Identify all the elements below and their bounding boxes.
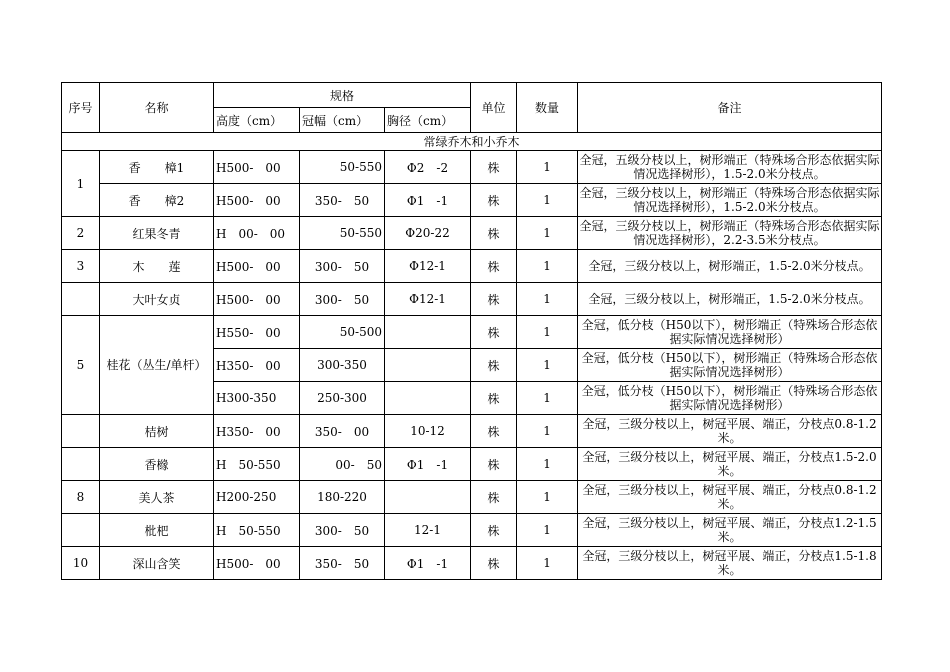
cell-name: 红果冬青 [100, 217, 214, 250]
cell-name: 桔树 [100, 415, 214, 448]
cell-seq: 8 [62, 481, 100, 514]
cell-note: 全冠，三级分枝以上，树形端正（特殊场合形态依据实际情况选择树形），2.2-3.5米分枝点。 [578, 217, 882, 250]
cell-note: 全冠，低分枝（H50以下），树形端正（特殊场合形态依据实际情况选择树形） [578, 382, 882, 415]
cell-seq: 5 [62, 316, 100, 415]
cell-note: 全冠，三级分枝以上，树冠平展、端正，分枝点0.8-1.2米。 [578, 481, 882, 514]
cell-note: 全冠，三级分枝以上，树形端正，1.5-2.0米分枝点。 [578, 250, 882, 283]
cell-qty: 1 [517, 448, 578, 481]
section-title: 常绿乔木和小乔木 [62, 133, 882, 151]
cell-height: H500- 00 [214, 547, 300, 580]
cell-height: H500- 00 [214, 151, 300, 184]
cell-qty: 1 [517, 514, 578, 547]
table-row [62, 283, 882, 316]
cell-height: H 50-550 [214, 448, 300, 481]
cell-qty: 1 [517, 316, 578, 349]
cell-qty: 1 [517, 415, 578, 448]
cell-qty: 1 [517, 382, 578, 415]
cell-crown: 350- 00 [300, 415, 385, 448]
header-qty: 数量 [517, 83, 578, 133]
cell-name: 美人茶 [100, 481, 214, 514]
cell-name: 枇杷 [100, 514, 214, 547]
cell-crown: 250-300 [300, 382, 385, 415]
cell-height: H500- 00 [214, 250, 300, 283]
cell-seq: 10 [62, 547, 100, 580]
cell-height: H550- 00 [214, 316, 300, 349]
cell-qty: 1 [517, 481, 578, 514]
cell-crown: 350- 50 [300, 547, 385, 580]
cell-dbh: Φ12-1 [385, 283, 471, 316]
cell-height: H500- 00 [214, 283, 300, 316]
cell-crown: 350- 50 [300, 184, 385, 217]
table-row [62, 547, 882, 580]
table-row [62, 448, 882, 481]
cell-note: 全冠，低分枝（H50以下），树形端正（特殊场合形态依据实际情况选择树形） [578, 349, 882, 382]
cell-seq: 1 [62, 151, 100, 217]
header-name: 名称 [100, 83, 214, 133]
cell-unit: 株 [471, 415, 517, 448]
cell-seq [62, 415, 100, 448]
cell-note: 全冠，三级分枝以上，树冠平展、端正，分枝点0.8-1.2米。 [578, 415, 882, 448]
cell-height: H 00- 00 [214, 217, 300, 250]
table-row [62, 217, 882, 250]
header-height: 高度（cm） [214, 108, 300, 133]
cell-qty: 1 [517, 547, 578, 580]
cell-seq [62, 448, 100, 481]
table-row [62, 184, 882, 217]
cell-crown: 50-550 [300, 217, 385, 250]
cell-height: H350- 00 [214, 349, 300, 382]
cell-crown: 300- 50 [300, 250, 385, 283]
table-row [62, 415, 882, 448]
cell-name: 香 樟2 [100, 184, 214, 217]
cell-qty: 1 [517, 349, 578, 382]
cell-height: H350- 00 [214, 415, 300, 448]
cell-dbh: Φ20-22 [385, 217, 471, 250]
section-row [62, 133, 882, 151]
cell-dbh: Φ1 -1 [385, 184, 471, 217]
cell-crown: 300- 50 [300, 514, 385, 547]
cell-height: H500- 00 [214, 184, 300, 217]
cell-note: 全冠，三级分枝以上，树冠平展、端正，分枝点1.5-2.0米。 [578, 448, 882, 481]
cell-unit: 株 [471, 217, 517, 250]
cell-dbh [385, 316, 471, 349]
header-seq: 序号 [62, 83, 100, 133]
cell-qty: 1 [517, 217, 578, 250]
cell-unit: 株 [471, 382, 517, 415]
cell-dbh: Φ1 -1 [385, 547, 471, 580]
cell-crown: 300-350 [300, 349, 385, 382]
cell-height: H200-250 [214, 481, 300, 514]
table-row [62, 316, 882, 349]
cell-name: 香 樟1 [100, 151, 214, 184]
cell-dbh [385, 349, 471, 382]
cell-name: 大叶女贞 [100, 283, 214, 316]
table-row [62, 514, 882, 547]
cell-seq: 2 [62, 217, 100, 250]
cell-note: 全冠，低分枝（H50以下），树形端正（特殊场合形态依据实际情况选择树形） [578, 316, 882, 349]
header-row-1 [62, 83, 882, 108]
cell-dbh: 12-1 [385, 514, 471, 547]
cell-qty: 1 [517, 283, 578, 316]
cell-unit: 株 [471, 151, 517, 184]
cell-unit: 株 [471, 316, 517, 349]
cell-unit: 株 [471, 349, 517, 382]
header-crown: 冠幅（cm） [300, 108, 385, 133]
cell-qty: 1 [517, 184, 578, 217]
cell-height: H300-350 [214, 382, 300, 415]
cell-seq [62, 514, 100, 547]
cell-crown: 180-220 [300, 481, 385, 514]
cell-note: 全冠，三级分枝以上，树形端正，1.5-2.0米分枝点。 [578, 283, 882, 316]
cell-dbh [385, 481, 471, 514]
cell-seq: 3 [62, 250, 100, 283]
cell-unit: 株 [471, 514, 517, 547]
cell-height: H 50-550 [214, 514, 300, 547]
table-row [62, 481, 882, 514]
cell-qty: 1 [517, 250, 578, 283]
cell-dbh: Φ2 -2 [385, 151, 471, 184]
cell-crown: 50-550 [300, 151, 385, 184]
cell-unit: 株 [471, 547, 517, 580]
cell-crown: 00- 50 [300, 448, 385, 481]
cell-note: 全冠，三级分枝以上，树冠平展、端正，分枝点1.2-1.5米。 [578, 514, 882, 547]
cell-note: 全冠，三级分枝以上，树形端正（特殊场合形态依据实际情况选择树形），1.5-2.0米分枝点。 [578, 184, 882, 217]
cell-note: 全冠，三级分枝以上，树冠平展、端正，分枝点1.5-1.8米。 [578, 547, 882, 580]
cell-note: 全冠，五级分枝以上，树形端正（特殊场合形态依据实际情况选择树形），1.5-2.0米分枝点。 [578, 151, 882, 184]
table-row [62, 250, 882, 283]
cell-name: 桂花（丛生/单杆） [100, 316, 214, 415]
cell-unit: 株 [471, 448, 517, 481]
header-dbh: 胸径（cm） [385, 108, 471, 133]
cell-seq [62, 283, 100, 316]
cell-unit: 株 [471, 283, 517, 316]
cell-unit: 株 [471, 250, 517, 283]
header-note: 备注 [578, 83, 882, 133]
cell-name: 深山含笑 [100, 547, 214, 580]
plant-spec-table [61, 82, 882, 580]
cell-unit: 株 [471, 184, 517, 217]
cell-unit: 株 [471, 481, 517, 514]
cell-crown: 50-500 [300, 316, 385, 349]
header-unit: 单位 [471, 83, 517, 133]
table-row [62, 151, 882, 184]
header-spec: 规格 [214, 83, 471, 108]
cell-crown: 300- 50 [300, 283, 385, 316]
cell-qty: 1 [517, 151, 578, 184]
cell-name: 木 莲 [100, 250, 214, 283]
cell-dbh: 10-12 [385, 415, 471, 448]
cell-dbh: Φ12-1 [385, 250, 471, 283]
cell-dbh: Φ1 -1 [385, 448, 471, 481]
cell-name: 香橼 [100, 448, 214, 481]
cell-dbh [385, 382, 471, 415]
